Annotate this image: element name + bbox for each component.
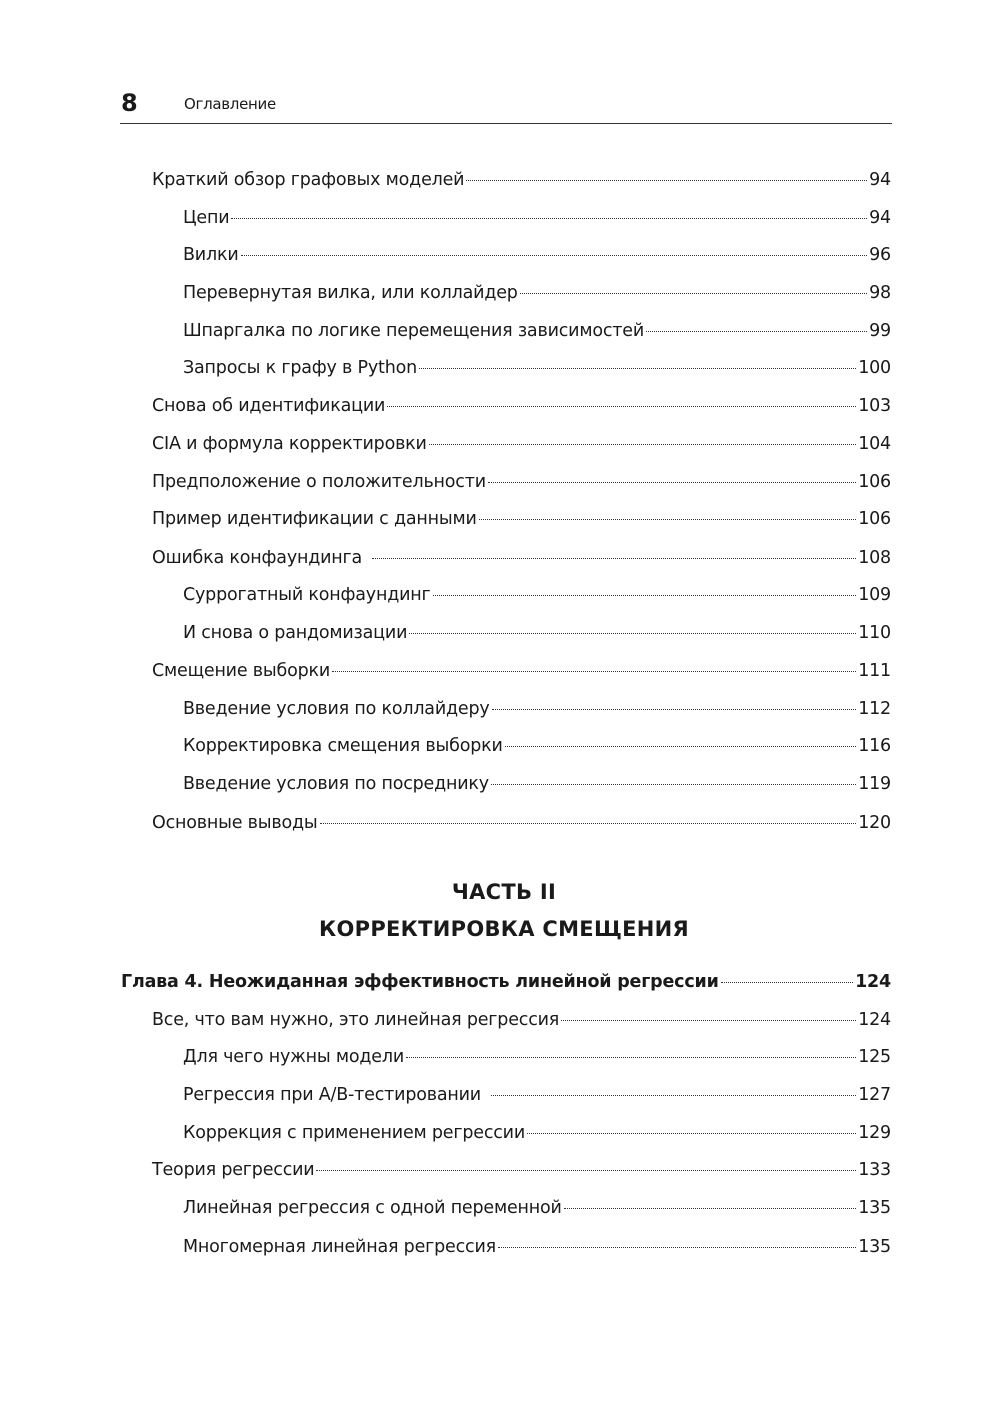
toc-entry-page: 96 — [869, 245, 891, 265]
toc-entry-title: Пример идентификации с данными — [152, 509, 477, 529]
toc-entry[interactable] — [152, 659, 891, 683]
toc-entry-title: Введение условия по посреднику — [183, 774, 489, 794]
dot-leader — [505, 746, 857, 747]
toc-entry-title: Ошибка конфаундинга — [152, 548, 363, 568]
toc-entry-title: Введение условия по коллайдеру — [183, 699, 490, 719]
toc-entry-page: 120 — [858, 813, 891, 833]
toc-entry[interactable] — [183, 243, 891, 267]
dot-leader — [406, 1057, 856, 1058]
dot-leader — [498, 1247, 856, 1248]
part-title: КОРРЕКТИРОВКА СМЕЩЕНИЯ — [319, 917, 689, 941]
toc-entry-page: 116 — [858, 736, 891, 756]
dot-leader — [433, 595, 857, 596]
page-number: 8 — [121, 89, 138, 117]
toc-entry[interactable] — [152, 394, 891, 418]
toc-entry-page: 135 — [858, 1237, 891, 1257]
toc-entry[interactable] — [183, 1235, 891, 1259]
toc-entry[interactable] — [152, 470, 891, 494]
toc-entry-title: Корректировка смещения выборки — [183, 736, 503, 756]
toc-entry[interactable] — [183, 583, 891, 607]
toc-entry[interactable] — [152, 1008, 891, 1032]
toc-entry-title: Запросы к графу в Python — [183, 358, 417, 378]
toc-entry[interactable] — [183, 319, 891, 343]
toc-entry-title: Вилки — [183, 245, 239, 265]
toc-entry-page: 99 — [869, 321, 891, 341]
toc-chapter-entry[interactable] — [121, 970, 891, 994]
toc-entry[interactable] — [183, 206, 891, 230]
toc-entry-title: Шпаргалка по логике перемещения зависимостей — [183, 321, 644, 341]
dot-leader — [479, 519, 857, 520]
dot-leader — [316, 1170, 856, 1171]
toc-entry-title: Теория регрессии — [152, 1160, 315, 1180]
toc-entry-title: Краткий обзор графовых моделей — [152, 170, 465, 190]
toc-entry-title: Коррекция с применением регрессии — [183, 1123, 526, 1143]
dot-leader — [646, 331, 867, 332]
toc-entry-page: 103 — [858, 396, 891, 416]
dot-leader — [488, 482, 856, 483]
dot-leader — [409, 633, 856, 634]
dot-leader — [241, 255, 868, 256]
dot-leader — [231, 218, 867, 219]
toc-entry-page: 125 — [858, 1047, 891, 1067]
toc-entry-title: Перевернутая вилка, или коллайдер — [183, 283, 518, 303]
toc-entry[interactable] — [183, 281, 891, 305]
dot-leader — [419, 368, 856, 369]
dot-leader — [561, 1020, 856, 1021]
toc-chapter-title: Глава 4. Неожиданная эффективность линейной регрессии — [121, 972, 719, 992]
dot-leader — [721, 982, 853, 983]
toc-entry-title: Линейная регрессия с одной переменной — [183, 1198, 562, 1218]
toc-entry[interactable] — [183, 621, 891, 645]
toc-entry-page: 108 — [858, 548, 891, 568]
page-header — [120, 88, 892, 122]
toc-entry[interactable] — [152, 546, 891, 570]
toc-entry-page: 119 — [858, 774, 891, 794]
dot-leader — [466, 180, 867, 181]
toc-entry-title: И снова о рандомизации — [183, 623, 408, 643]
toc-entry[interactable] — [152, 507, 891, 531]
toc-entry-title: Все, что вам нужно, это линейная регрессия — [152, 1010, 560, 1030]
toc-entry-page: 100 — [858, 358, 891, 378]
toc-entry[interactable] — [183, 697, 891, 721]
dot-leader — [492, 709, 857, 710]
toc-entry-page: 135 — [858, 1198, 891, 1218]
toc-entry-page: 94 — [869, 170, 891, 190]
toc-entry-page: 104 — [858, 434, 891, 454]
dot-leader — [332, 671, 856, 672]
toc-chapter-page: 124 — [855, 972, 891, 992]
toc-entry-title: Смещение выборки — [152, 661, 331, 681]
toc-entry-title: Предположение о положительности — [152, 472, 486, 492]
dot-leader — [320, 823, 857, 824]
toc-entry-title: Регрессия при A/B-тестировании — [183, 1085, 481, 1105]
toc-entry-title: Основные выводы — [152, 813, 318, 833]
header-rule — [120, 123, 892, 124]
toc-entry[interactable] — [152, 168, 891, 192]
dot-leader — [387, 406, 856, 407]
toc-entry-title: Для чего нужны модели — [183, 1047, 405, 1067]
dot-leader — [429, 444, 856, 445]
toc-entry-page: 106 — [858, 472, 891, 492]
toc-entry-page: 129 — [858, 1123, 891, 1143]
toc-entry-title: Суррогатный конфаундинг — [183, 585, 431, 605]
toc-entry-title: Снова об идентификации — [152, 396, 386, 416]
toc-entry-page: 133 — [858, 1160, 891, 1180]
toc-entry[interactable] — [183, 356, 891, 380]
dot-leader — [491, 784, 856, 785]
dot-leader — [372, 558, 856, 559]
toc-entry-page: 112 — [858, 699, 891, 719]
toc-entry[interactable] — [152, 1158, 891, 1182]
toc-entry-title: CIA и формула корректировки — [152, 434, 427, 454]
toc-entry-page: 109 — [858, 585, 891, 605]
toc-entry[interactable] — [183, 772, 891, 796]
part-label: ЧАСТЬ II — [451, 880, 557, 904]
dot-leader — [564, 1208, 856, 1209]
toc-entry-page: 94 — [869, 208, 891, 228]
toc-entry[interactable] — [183, 734, 891, 758]
toc-entry[interactable] — [152, 432, 891, 456]
toc-entry-page: 127 — [858, 1085, 891, 1105]
toc-entry-page: 111 — [858, 661, 891, 681]
toc-entry-page: 124 — [858, 1010, 891, 1030]
toc-entry-title: Цепи — [183, 208, 230, 228]
toc-entry[interactable] — [183, 1045, 891, 1069]
dot-leader — [520, 293, 867, 294]
toc-entry[interactable] — [183, 1196, 891, 1220]
toc-entry-page: 106 — [858, 509, 891, 529]
running-title: Оглавление — [184, 95, 276, 113]
toc-entry-page: 98 — [869, 283, 891, 303]
dot-leader — [491, 1095, 856, 1096]
toc-entry[interactable] — [183, 1121, 891, 1145]
toc-entry-page: 110 — [858, 623, 891, 643]
toc-entry[interactable] — [152, 811, 891, 835]
toc-entry-title: Многомерная линейная регрессия — [183, 1237, 496, 1257]
toc-entry[interactable] — [183, 1083, 891, 1107]
dot-leader — [527, 1133, 856, 1134]
